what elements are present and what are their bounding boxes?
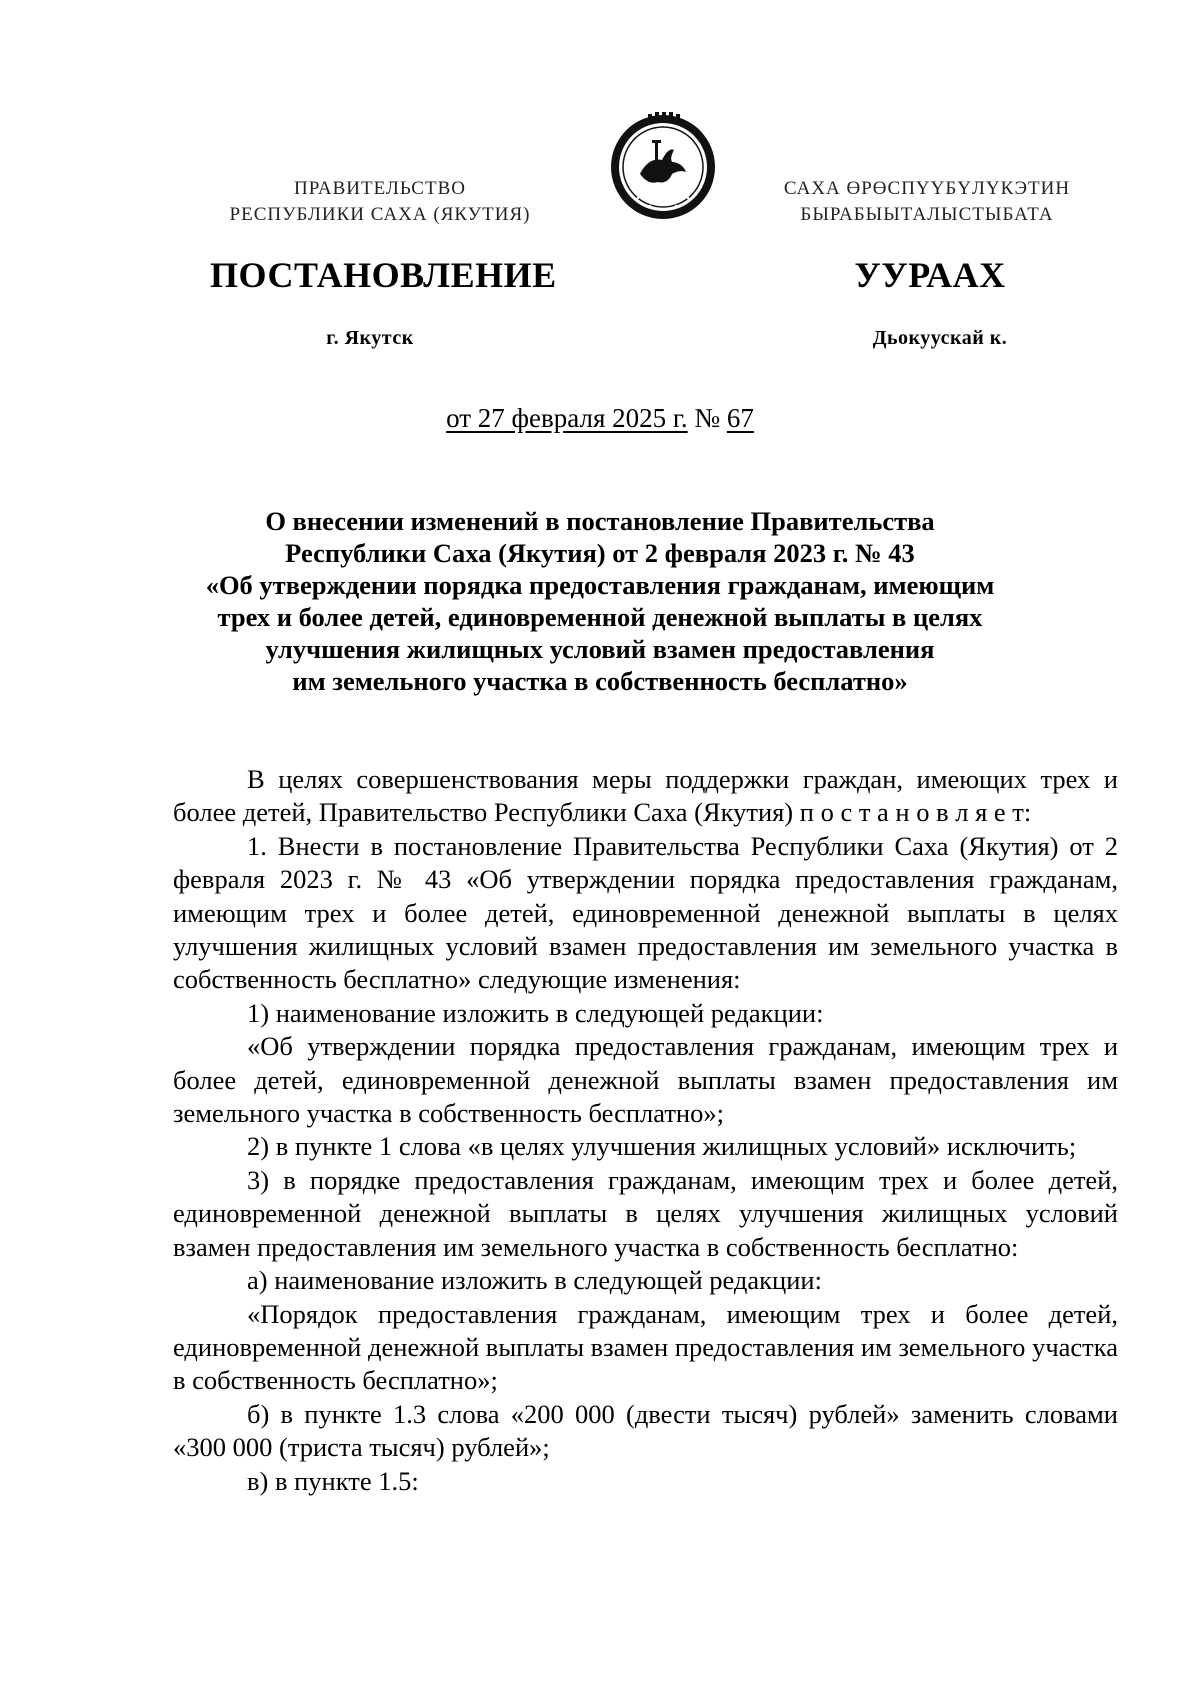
- paragraph-item-1: 1. Внести в постановление Правительства Республики Саха (Якутия) от 2 февраля 2023 г. № 43 «Об утверждении порядка предоставления гражданам, имеющим трех и более детей, единовременной денежной выплаты в целях улучшения жилищных условий взамен предоставления им земельного участка в собственность бесплатно» следующие изменения:: [173, 830, 1118, 995]
- city-dyokuuskay: Дьокуускай к.: [872, 327, 1008, 349]
- header-right-line2: БЫРАБЫЫТАЛЫСТЫБАТА: [800, 204, 1054, 225]
- number-sign: №: [694, 403, 721, 433]
- document-title-line: «Об утверждении порядка предоставления гражданам, имеющим: [205, 570, 995, 600]
- header-right-line1: САХА ӨРӨСПҮҮБҮЛҮКЭТИН: [783, 178, 1071, 199]
- paragraph-subitem-2: 2) в пункте 1 слова «в целях улучшения жилищных условий» исключить;: [247, 1131, 1077, 1162]
- document-title: [150, 505, 1050, 697]
- coat-of-arms-emblem-icon: [608, 112, 718, 222]
- paragraph-quote-1: «Об утверждении порядка предоставления гражданам, имеющим трех и более детей, единовременной денежной выплаты взамен предоставления им земельного участка в собственность бесплатно»;: [173, 1031, 1118, 1129]
- paragraph-preamble: В целях совершенствования меры поддержки граждан, имеющих трех и более детей, Правительство Республики Саха (Якутия) п о с т а н о в л я е т:: [173, 764, 1118, 828]
- paragraph-quote-2: «Порядок предоставления гражданам, имеющим трех и более детей, единовременной денежной выплаты взамен предоставления им земельного участка в собственность бесплатно»;: [173, 1298, 1118, 1396]
- document-title-line: улучшения жилищных условий взамен предоставления: [265, 634, 935, 664]
- header-left: [190, 176, 570, 228]
- paragraph-subitem-3: 3) в порядке предоставления гражданам, имеющим трех и более детей, единовременной денежной выплаты в целях улучшения жилищных условий взамен предоставления им земельного участка в собственность бесплатно:: [173, 1164, 1118, 1262]
- paragraph-subitem-v: в) в пункте 1.5:: [247, 1465, 419, 1496]
- paragraph-subitem-1: 1) наименование изложить в следующей редакции:: [247, 997, 824, 1028]
- header-left-line1: ПРАВИТЕЛЬСТВО: [294, 178, 466, 199]
- document-title-line: Республики Саха (Якутия) от 2 февраля 2023 г. № 43: [285, 538, 915, 568]
- document-number: 67: [726, 403, 754, 433]
- title-postanovlenie: ПОСТАНОВЛЕНИЕ: [210, 255, 557, 295]
- document-title-line: трех и более детей, единовременной денежной выплаты в целях: [217, 602, 983, 632]
- paragraph-subitem-a: а) наименование изложить в следующей редакции:: [247, 1265, 822, 1296]
- city-yakutsk: г. Якутск: [326, 327, 414, 349]
- document-title-line: О внесении изменений в постановление Правительства: [265, 506, 935, 536]
- header-right: [752, 176, 1102, 228]
- date-line: [0, 403, 1200, 434]
- document-body: [173, 763, 1118, 1498]
- document-date: от 27 февраля 2025 г.: [446, 403, 688, 433]
- document-title-line: им земельного участка в собственность бесплатно»: [292, 666, 908, 696]
- title-uuraakh: УУРААХ: [854, 255, 1006, 295]
- header-left-line2: РЕСПУБЛИКИ САХА (ЯКУТИЯ): [229, 204, 531, 225]
- paragraph-subitem-b: б) в пункте 1.3 слова «200 000 (двести тысяч) рублей» заменить словами «300 000 (триста тысяч) рублей»;: [173, 1398, 1118, 1463]
